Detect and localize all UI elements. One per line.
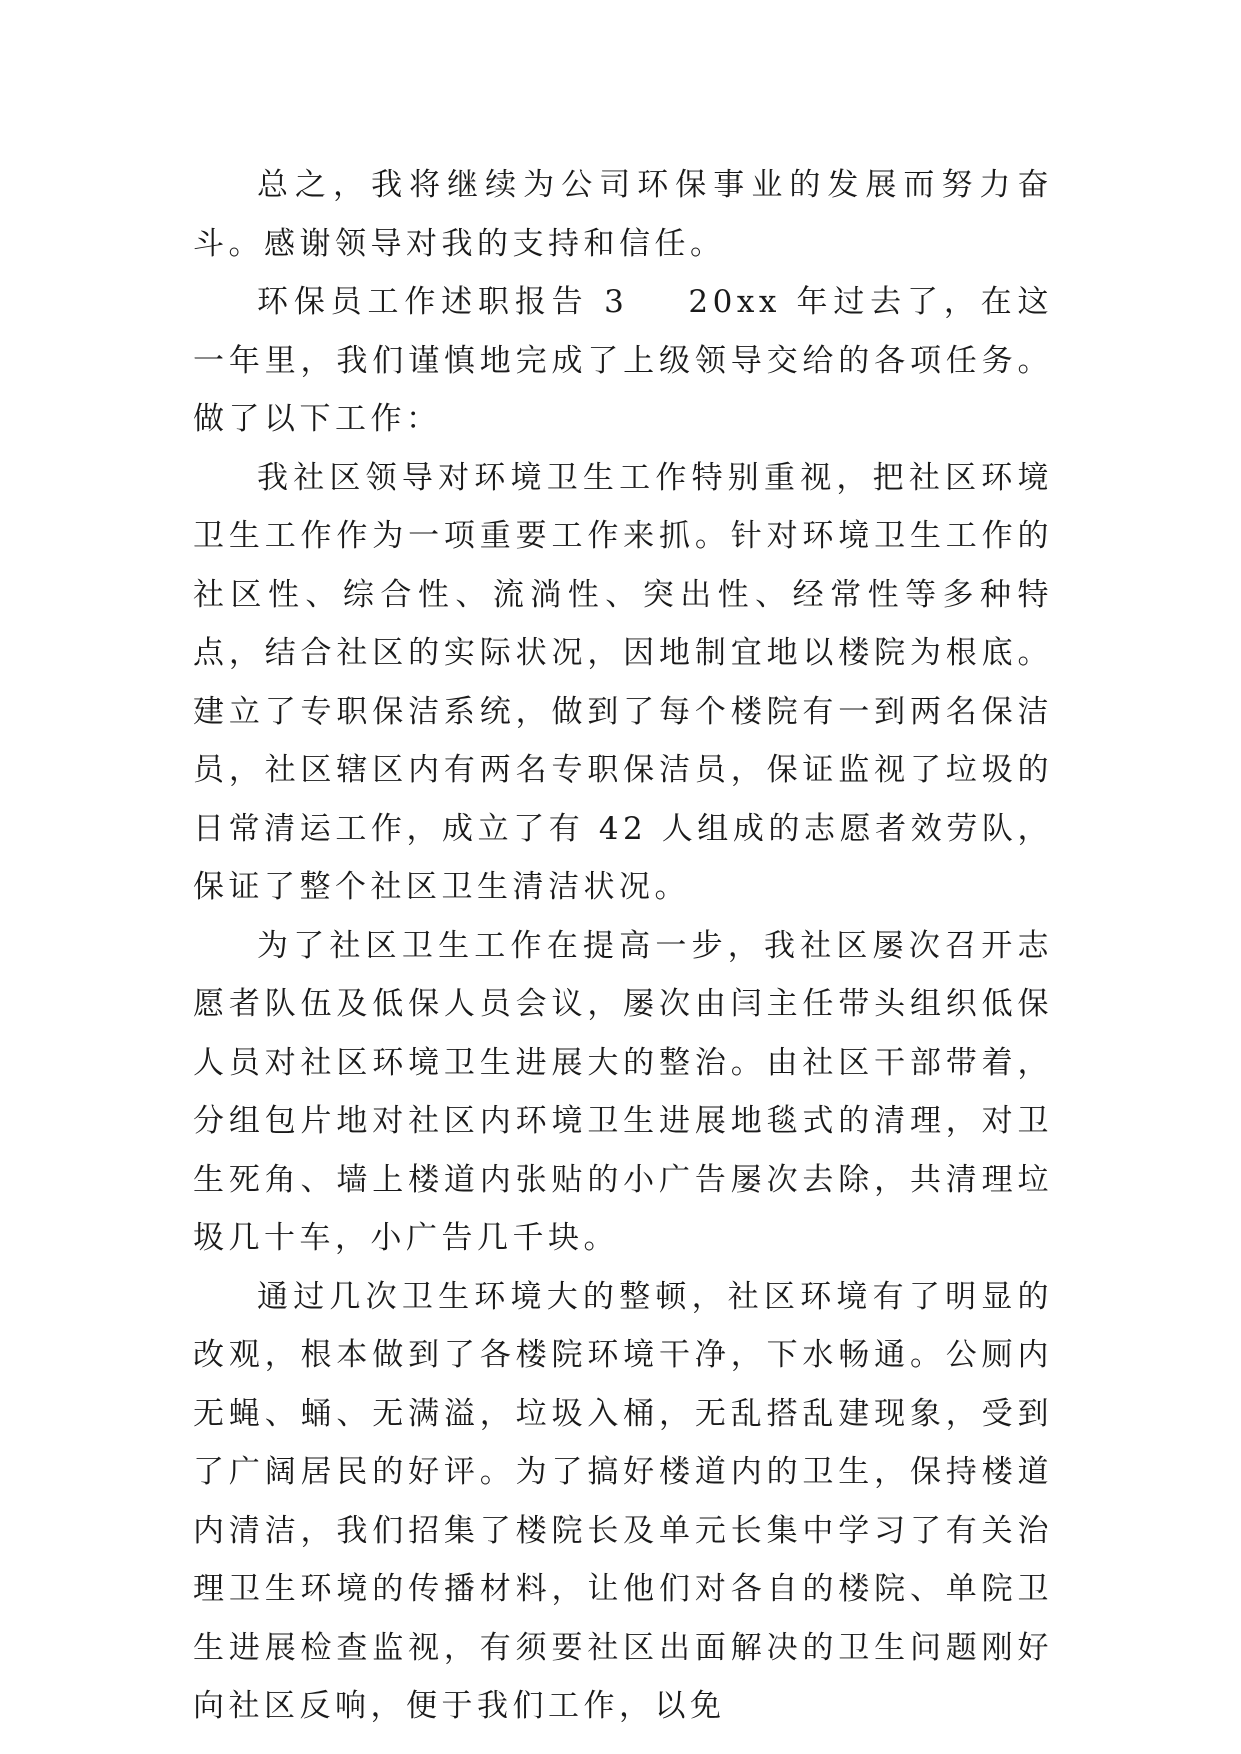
paragraph-report-intro: [193, 273, 1053, 449]
paragraph-cleanup-campaign: 为了社区卫生工作在提高一步，我社区屡次召开志愿者队伍及低保人员会议，屡次由闫主任带头组织低保人员对社区环境卫生进展大的整治。由社区干部带着，分组包片地对社区内环境卫生进展地毯式的清理，对卫生死角、墙上楼道内张贴的小广告屡次去除，共清理垃圾几十车，小广告几千块。: [193, 927, 1053, 1256]
section-heading: 环保员工作述职报告 3: [257, 284, 629, 320]
paragraph-sanitation-system: 我社区领导对环境卫生工作特别重视，把社区环境卫生工作作为一项重要工作来抓。针对环境卫生工作的社区性、综合性、流淌性、突出性、经常性等多种特点，结合社区的实际状况，因地制宜地以楼院为根底。建立了专职保洁系统，做到了每个楼院有一到两名保洁员，社区辖区内有两名专职保洁员，保证监视了垃圾的日常清运工作，成立了有 42 人组成的志愿者效劳队，保证了整个社区卫生清洁状况。: [193, 459, 1053, 905]
document-page: [193, 156, 1053, 1736]
paragraph-closing: 总之，我将继续为公司环保事业的发展而努力奋斗。感谢领导对我的支持和信任。: [193, 167, 1053, 262]
intro-text: 20xx 年过去了，在这一年里，我们谨慎地完成了上级领导交给的各项任务。做了以下工作：: [193, 284, 1054, 437]
paragraph-results: 通过几次卫生环境大的整顿，社区环境有了明显的改观，根本做到了各楼院环境干净，下水畅通。公厕内无蝇、蛹、无满溢，垃圾入桶，无乱搭乱建现象，受到了广阔居民的好评。为了搞好楼道内的卫生，保持楼道内清洁，我们招集了楼院长及单元长集中学习了有关治理卫生环境的传播材料，让他们对各自的楼院、单院卫生进展检查监视，有须要社区出面解决的卫生问题刚好向社区反响，便于我们工作，以免: [193, 1278, 1053, 1724]
